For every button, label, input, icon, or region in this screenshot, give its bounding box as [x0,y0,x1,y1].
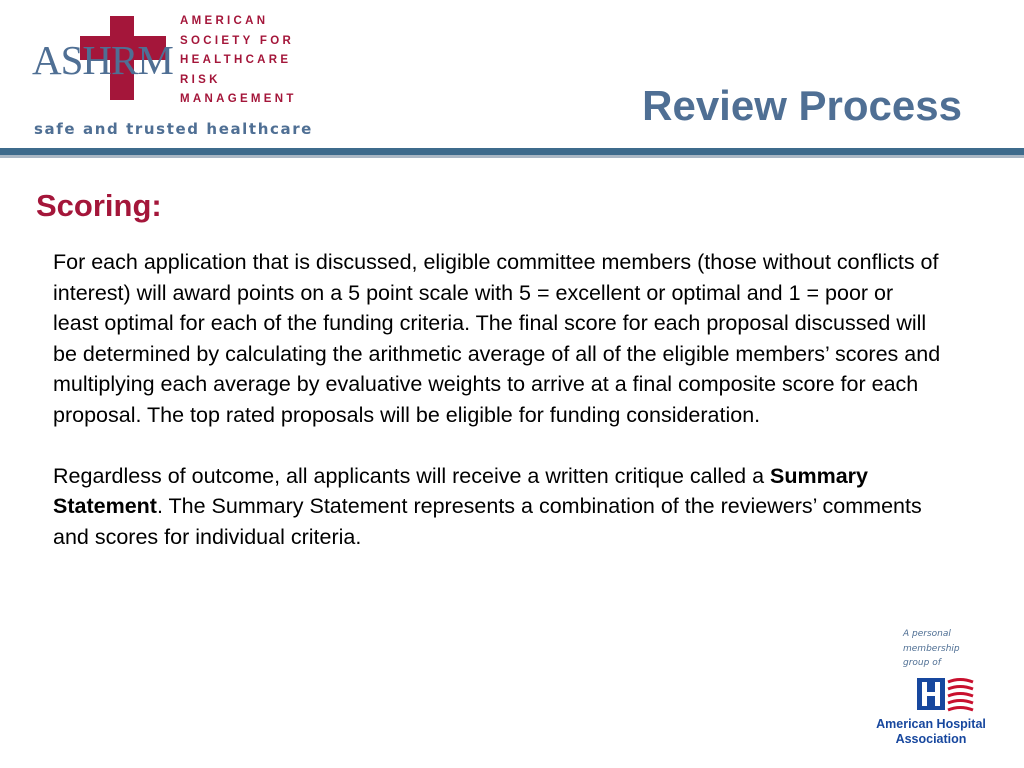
aha-name-line: Association [895,732,967,746]
org-name-line: HEALTHCARE [180,54,292,66]
aha-h-flag-icon [915,676,975,716]
aha-name [868,717,994,747]
slide-body [53,247,943,552]
paragraph-text: . The Summary Statement represents a combination of the reviewers’ comments and scores for individual criteria. [53,494,922,549]
summary-statement-term: Summary Statement [53,463,869,518]
org-name-line: RISK [180,73,221,86]
org-name-line: AMERICAN [180,15,269,27]
paragraph-text: Regardless of outcome, all applicants will receive a written critique called a [53,463,771,488]
header-divider [0,148,1024,155]
header-divider-shadow [0,155,1024,158]
ashrm-logo [32,14,173,102]
section-heading: Scoring: [36,188,162,223]
aha-caption-line: A personal [903,629,951,639]
aha-caption [903,627,983,671]
aha-caption-line: group of [903,658,941,668]
org-name-line: SOCIETY FOR [180,34,295,47]
logo-wordmark: ASHRM [32,37,173,83]
body-paragraph: For each application that is discussed, eligible committee members (those without conflicts of interest) will award points on a 5 point scale with 5 = excellent or optimal and 1 = poor or least optimal for each of the funding criteria. The final score for each proposal discussed will be determined by calculating the arithmetic average of all of the eligible members’ scores and multiplying each average by evaluative weights to arrive at a final composite score for each proposal. The top rated proposals will be eligible for funding consideration. [53,250,941,427]
body-paragraph [53,461,943,553]
page-title: Review Process [642,82,962,129]
aha-caption-line: membership [903,643,960,654]
tagline: safe and trusted healthcare [34,120,313,138]
org-name [180,12,297,110]
org-name-line: MANAGEMENT [180,93,297,105]
aha-name-line: American Hospital [876,717,986,731]
